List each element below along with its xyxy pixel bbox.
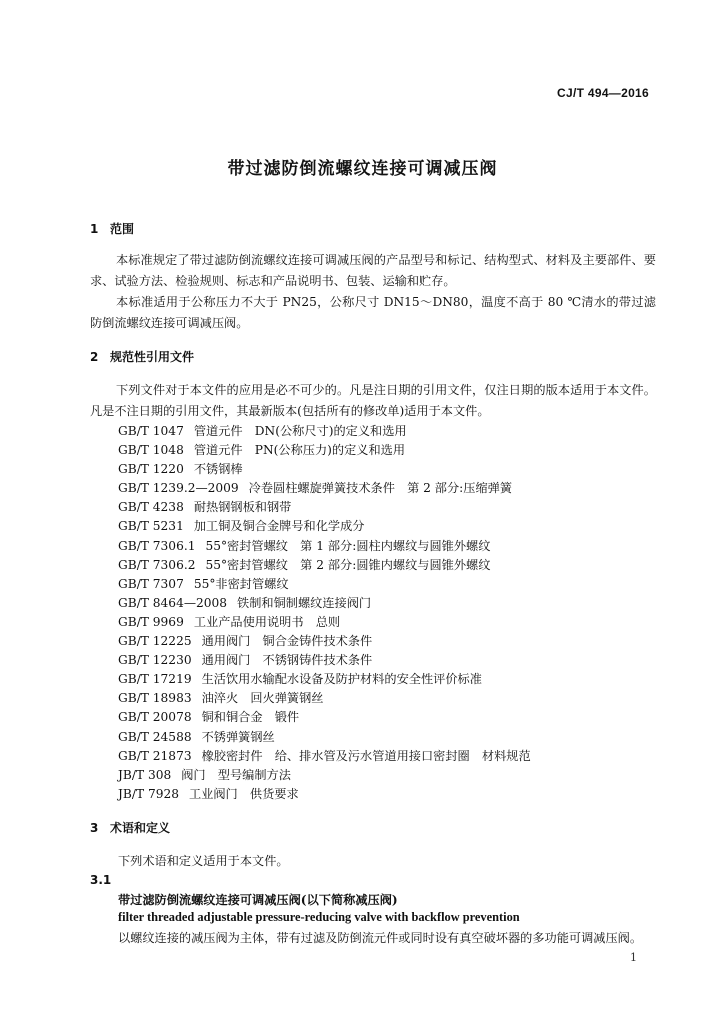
section-title: 范围 <box>110 222 135 236</box>
reference-item <box>118 632 531 651</box>
document-title: 带过滤防倒流螺纹连接可调减压阀 <box>227 159 498 179</box>
reference-item <box>118 498 531 517</box>
reference-code: GB/T 12225 <box>118 634 192 649</box>
reference-item <box>118 422 531 441</box>
term-number: 3.1 <box>90 873 112 887</box>
reference-title: 油淬火 回火弹簧钢丝 <box>201 691 324 706</box>
terms-intro: 下列术语和定义适用于本文件。 <box>118 854 289 868</box>
reference-code: JB/T 7928 <box>118 786 179 801</box>
reference-code: GB/T 7306.2 <box>118 557 196 572</box>
reference-title: 橡胶密封件 给、排水管及污水管道用接口密封圈 材料规范 <box>201 748 531 763</box>
reference-item <box>118 785 531 804</box>
reference-code: GB/T 21873 <box>118 748 192 763</box>
reference-title: 工业产品使用说明书 总则 <box>193 614 341 629</box>
reference-item <box>118 613 531 632</box>
section-2-heading <box>90 348 194 365</box>
reference-title: 工业阀门 供货要求 <box>188 786 299 801</box>
scope-paragraph-2: 本标准适用于公称压力不大于 PN25，公称尺寸 DN15～DN80，温度不高于 80 ℃清水的带过滤防倒流螺纹连接可调减压阀。 <box>90 295 656 330</box>
reference-code: GB/T 7307 <box>118 576 184 591</box>
reference-item <box>118 766 531 785</box>
reference-code: GB/T 24588 <box>118 729 192 744</box>
reference-title: 加工铜及铜合金牌号和化学成分 <box>193 519 365 534</box>
reference-item <box>118 747 531 766</box>
reference-title: 管道元件 PN(公称压力)的定义和选用 <box>193 443 406 458</box>
reference-title: 不锈钢棒 <box>193 462 243 477</box>
reference-code: GB/T 1047 <box>118 424 184 438</box>
normative-references-list <box>118 422 531 804</box>
reference-code: GB/T 12230 <box>118 653 192 668</box>
reference-item <box>118 728 531 747</box>
reference-code: GB/T 8464—2008 <box>118 595 228 610</box>
reference-item <box>118 708 531 727</box>
page-number: 1 <box>630 951 637 964</box>
reference-item <box>118 689 531 708</box>
reference-code: GB/T 1220 <box>118 462 184 477</box>
reference-code: GB/T 9969 <box>118 614 184 629</box>
reference-title: 管道元件 DN(公称尺寸)的定义和选用 <box>193 424 407 438</box>
section-number: 2 <box>90 350 99 364</box>
reference-title: 55°非密封管螺纹 <box>193 576 289 591</box>
reference-item <box>118 575 531 594</box>
reference-title: 阀门 型号编制方法 <box>181 767 291 782</box>
section-1-heading <box>90 220 134 237</box>
reference-title: 不锈弹簧钢丝 <box>201 729 275 744</box>
term-definition: 以螺纹连接的减压阀为主体，带有过滤及防倒流元件或同时设有真空破坏器的多功能可调减压阀。 <box>118 931 643 945</box>
reference-item <box>118 441 531 460</box>
reference-item <box>118 517 531 536</box>
section-number: 3 <box>90 821 99 835</box>
reference-item <box>118 479 531 498</box>
reference-title: 通用阀门 不锈钢铸件技术条件 <box>201 653 373 668</box>
section-number: 1 <box>90 222 99 236</box>
reference-item <box>118 670 531 689</box>
reference-title: 生活饮用水输配水设备及防护材料的安全性评价标准 <box>201 672 482 687</box>
reference-item <box>118 651 531 670</box>
reference-title: 通用阀门 铜合金铸件技术条件 <box>201 634 373 649</box>
reference-item <box>118 556 531 575</box>
reference-code: GB/T 5231 <box>118 519 184 534</box>
reference-code: JB/T 308 <box>118 767 172 782</box>
reference-title: 55°密封管螺纹 第 1 部分:圆柱内螺纹与圆锥外螺纹 <box>205 538 491 553</box>
reference-code: GB/T 1239.2—2009 <box>118 481 239 496</box>
reference-title: 55°密封管螺纹 第 2 部分:圆锥内螺纹与圆锥外螺纹 <box>205 557 491 572</box>
reference-title: 铜和铜合金 锻件 <box>201 710 300 725</box>
reference-code: GB/T 4238 <box>118 500 184 515</box>
term-english-name: filter threaded adjustable pressure-reducing valve with backflow prevention <box>118 910 520 924</box>
reference-title: 冷卷圆柱螺旋弹簧技术条件 第 2 部分:压缩弹簧 <box>248 481 513 496</box>
reference-code: GB/T 20078 <box>118 710 192 725</box>
section-3-heading <box>90 819 170 836</box>
standard-code: CJ/T 494—2016 <box>557 86 649 100</box>
reference-item <box>118 537 531 556</box>
reference-item <box>118 460 531 479</box>
reference-title: 耐热钢钢板和钢带 <box>193 500 292 515</box>
term-chinese-name: 带过滤防倒流螺纹连接可调减压阀(以下简称减压阀) <box>118 893 398 907</box>
reference-code: GB/T 7306.1 <box>118 538 196 553</box>
reference-code: GB/T 18983 <box>118 691 192 706</box>
references-intro: 下列文件对于本文件的应用是必不可少的。凡是注日期的引用文件，仅注日期的版本适用于本文件。凡是不注日期的引用文件，其最新版本(包括所有的修改单)适用于本文件。 <box>90 383 656 418</box>
reference-code: GB/T 17219 <box>118 672 192 687</box>
reference-item <box>118 594 531 613</box>
reference-title: 铁制和铜制螺纹连接阀门 <box>237 595 372 610</box>
section-title: 规范性引用文件 <box>110 350 195 364</box>
section-title: 术语和定义 <box>110 821 171 835</box>
scope-paragraph-1: 本标准规定了带过滤防倒流螺纹连接可调减压阀的产品型号和标记、结构型式、材料及主要部件、要求、试验方法、检验规则、标志和产品说明书、包装、运输和贮存。 <box>90 253 656 288</box>
reference-code: GB/T 1048 <box>118 443 184 458</box>
